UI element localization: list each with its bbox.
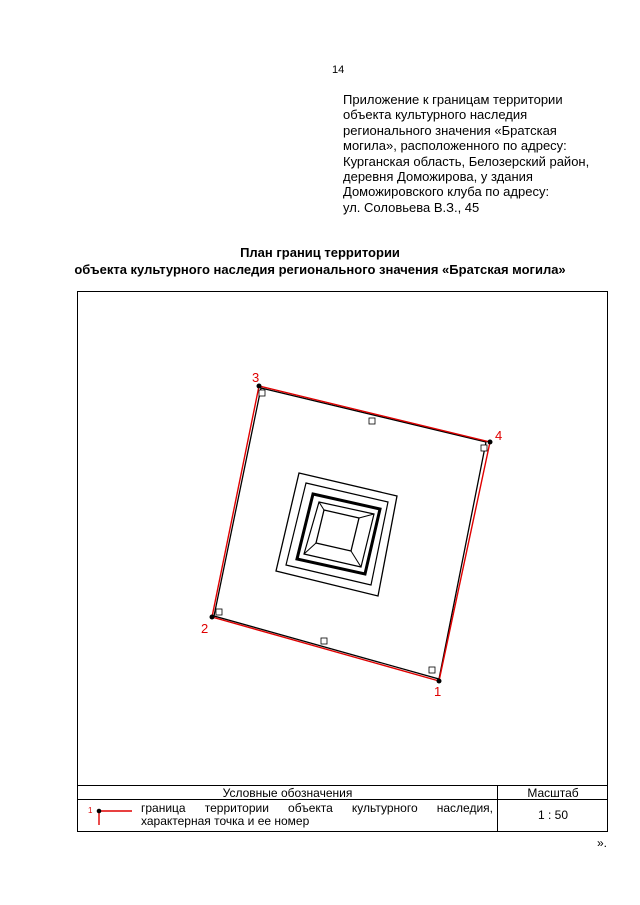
boundary-point-2: [210, 615, 215, 620]
legend-description: граница территории объекта культурного наследия, характерная точка и ее номер: [141, 801, 493, 828]
point-label-1: 1: [434, 684, 442, 699]
plan-subtitle: объекта культурного наследия регионального значения «Братская могила»: [74, 262, 566, 277]
map-drawing: [78, 292, 609, 787]
appendix-line: ул. Соловьева В.З., 45: [343, 199, 480, 215]
plan-title: План границ территории: [240, 245, 400, 260]
closing-quote: ».: [597, 836, 608, 850]
svg-text:1: 1: [88, 806, 93, 815]
legend-entry: [78, 800, 498, 831]
edge-marker: [369, 418, 375, 424]
appendix-line: деревня Доможирова, у здания: [343, 169, 533, 185]
scale-value: 1 : 50: [537, 808, 569, 822]
legend-header: Условные обозначения: [78, 786, 498, 800]
edge-marker: [321, 638, 327, 644]
boundary-plan-map: [77, 291, 608, 786]
corner-marker: [481, 445, 487, 451]
boundary-point-4: [488, 440, 493, 445]
page-number: 14: [332, 64, 345, 76]
appendix-line: Курганская область, Белозерский район,: [343, 153, 590, 169]
scale-header: Масштаб: [498, 786, 608, 800]
appendix-line: объекта культурного наследия: [343, 107, 528, 123]
appendix-line: Приложение к границам территории: [343, 92, 563, 107]
boundary-point-1: [437, 679, 442, 684]
appendix-line: Доможировского клуба по адресу:: [343, 184, 550, 200]
corner-marker: [429, 667, 435, 673]
red-boundary-line: [212, 386, 490, 681]
appendix-line: регионального значения «Братская: [343, 122, 557, 138]
grave-monument: [276, 473, 397, 596]
point-label-2: 2: [201, 621, 209, 636]
appendix-note: [343, 92, 633, 215]
appendix-line: могила», расположенного по адресу:: [343, 138, 567, 154]
legend-table: [77, 786, 608, 832]
point-label-4: 4: [495, 428, 503, 443]
point-label-3: 3: [252, 370, 260, 385]
corner-marker: [259, 390, 265, 396]
corner-marker: [216, 609, 222, 615]
boundary-symbol-icon: [86, 803, 134, 827]
